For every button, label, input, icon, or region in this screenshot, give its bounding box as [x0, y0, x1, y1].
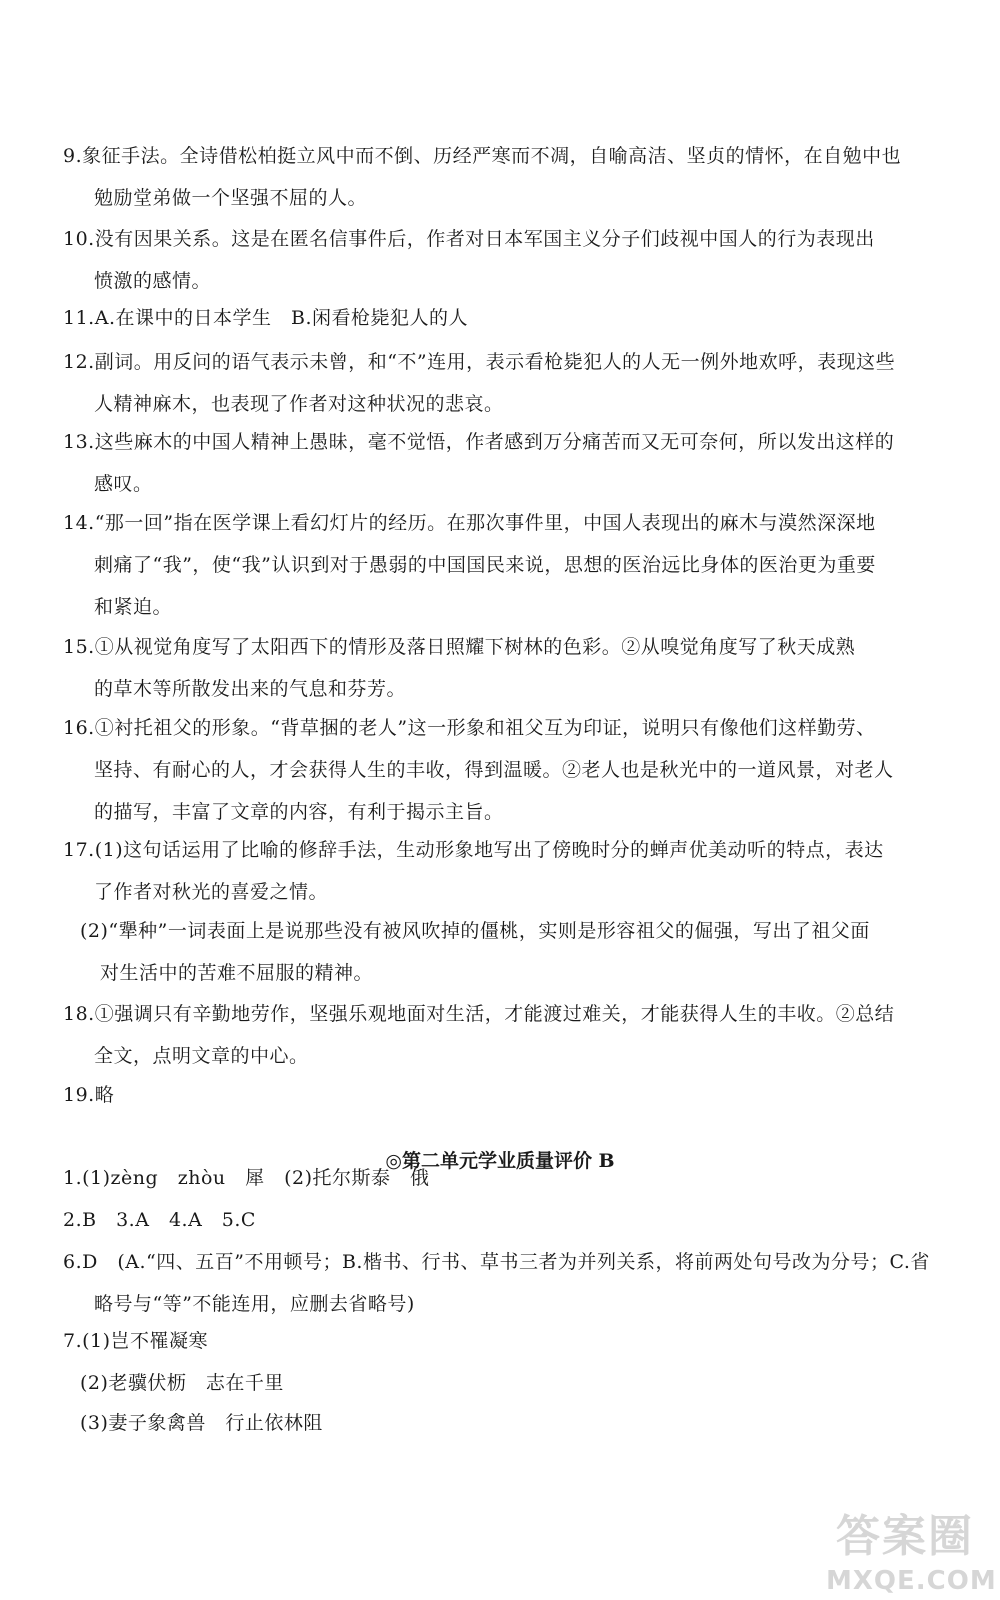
answer-18-line-2: 全文，点明文章的中心。 — [94, 1045, 309, 1067]
answer-18-line-1: 18.①强调只有辛勤地劳作，坚强乐观地面对生活，才能渡过难关，才能获得人生的丰收。②总结 — [63, 1003, 895, 1025]
section-answer-2-5-line: 2.B 3.A 4.A 5.C — [63, 1209, 256, 1231]
section-answer-7-3 — [80, 1402, 953, 1444]
section-answer-6 — [63, 1241, 953, 1325]
answer-9-line-1: 9.象征手法。全诗借松柏挺立风中而不倒、历经严寒而不凋，自喻高洁、坚贞的情怀，在自勉中也 — [63, 145, 902, 167]
answer-15-line-2: 的草木等所散发出来的气息和芬芳。 — [94, 678, 407, 700]
answer-15-line-1: 15.①从视觉角度写了太阳西下的情形及落日照耀下树林的色彩。②从嗅觉角度写了秋天成熟 — [63, 636, 856, 658]
answer-13-line-1: 13.这些麻木的中国人精神上愚昧，毫不觉悟，作者感到万分痛苦而又无可奈何，所以发出这样的 — [63, 431, 895, 453]
section-answer-2-5 — [63, 1199, 953, 1241]
answer-16-line-2: 坚持、有耐心的人，才会获得人生的丰收，得到温暖。②老人也是秋光中的一道风景，对老人 — [94, 759, 894, 781]
section-answer-7-2 — [80, 1362, 953, 1404]
watermark-logo-text: 答案圈 — [836, 1511, 974, 1562]
answer-14-line-1: 14.“那一回”指在医学课上看幻灯片的经历。在那次事件里，中国人表现出的麻木与漠然深深地 — [63, 512, 876, 534]
answer-16 — [63, 707, 953, 833]
answer-12-line-1: 12.副词。用反问的语气表示未曾，和“不”连用，表示看枪毙犯人的人无一例外地欢呼，表现这些 — [63, 351, 896, 373]
section-answer-7-1 — [63, 1320, 953, 1362]
answer-13-line-2: 感叹。 — [94, 473, 153, 495]
watermark-url-text: MXQE.COM — [826, 1566, 997, 1596]
answer-17-1-line-1: 17.(1)这句话运用了比喻的修辞手法，生动形象地写出了傍晚时分的蝉声优美动听的特点，表达 — [63, 839, 884, 861]
answer-12 — [63, 341, 953, 425]
section-answer-6-line-2: 略号与“等”不能连用，应删去省略号) — [94, 1293, 415, 1315]
answer-10 — [63, 218, 953, 302]
answer-9 — [63, 135, 953, 219]
section-answer-6-line-1: 6.D (A.“四、五百”不用顿号；B.楷书、行书、草书三者为并列关系，将前两处句号改为分号；C.省 — [63, 1251, 930, 1273]
answer-15 — [63, 626, 953, 710]
answer-10-line-2: 愤激的感情。 — [94, 270, 212, 292]
answer-13 — [63, 421, 953, 505]
answer-14-line-2: 刺痛了“我”，使“我”认识到对于愚弱的中国国民来说，思想的医治远比身体的医治更为重要 — [94, 554, 876, 576]
answer-16-line-3: 的描写，丰富了文章的内容，有利于揭示主旨。 — [94, 801, 504, 823]
answer-17-1-line-2: 了作者对秋光的喜爱之情。 — [94, 881, 329, 903]
answer-11-line-1: 11.A.在课中的日本学生 B.闲看枪毙犯人的人 — [63, 307, 468, 329]
answer-19-line-1: 19.略 — [63, 1084, 115, 1106]
answer-9-line-2: 勉励堂弟做一个坚强不屈的人。 — [94, 187, 368, 209]
answer-10-line-1: 10.没有因果关系。这是在匿名信事件后，作者对日本军国主义分子们歧视中国人的行为表现出 — [63, 228, 875, 250]
section-answer-7-2-line: (2)老骥伏枥 志在千里 — [80, 1372, 284, 1394]
section-answer-1 — [63, 1157, 953, 1199]
answer-17-2-line-2: 对生活中的苦难不屈服的精神。 — [100, 962, 374, 984]
answer-18 — [63, 993, 953, 1077]
answer-17-2-line-1: (2)“犟种”一词表面上是说那些没有被风吹掉的僵桃，实则是形容祖父的倔强，写出了祖父面 — [80, 920, 870, 942]
section-answer-7-3-line: (3)妻子象禽兽 行止依林阻 — [80, 1412, 323, 1434]
section-heading: ◎第二单元学业质量评价 B — [385, 1150, 615, 1172]
answer-16-line-1: 16.①衬托祖父的形象。“背草捆的老人”这一形象和祖父互为印证，说明只有像他们这样勤劳、 — [63, 717, 876, 739]
answer-19 — [63, 1074, 953, 1116]
answer-17-part-2 — [80, 910, 953, 994]
section-answer-7-1-line: 7.(1)岂不罹凝寒 — [63, 1330, 209, 1352]
answer-14 — [63, 502, 953, 628]
answer-11 — [63, 297, 953, 339]
answer-12-line-2: 人精神麻木，也表现了作者对这种状况的悲哀。 — [94, 393, 504, 415]
site-watermark — [826, 1500, 997, 1596]
answer-14-line-3: 和紧迫。 — [94, 596, 173, 618]
answer-17-part-1 — [63, 829, 953, 913]
section-answer-1-line: 1.(1)zèng zhòu 犀 (2)托尔斯泰 俄 — [63, 1167, 430, 1189]
